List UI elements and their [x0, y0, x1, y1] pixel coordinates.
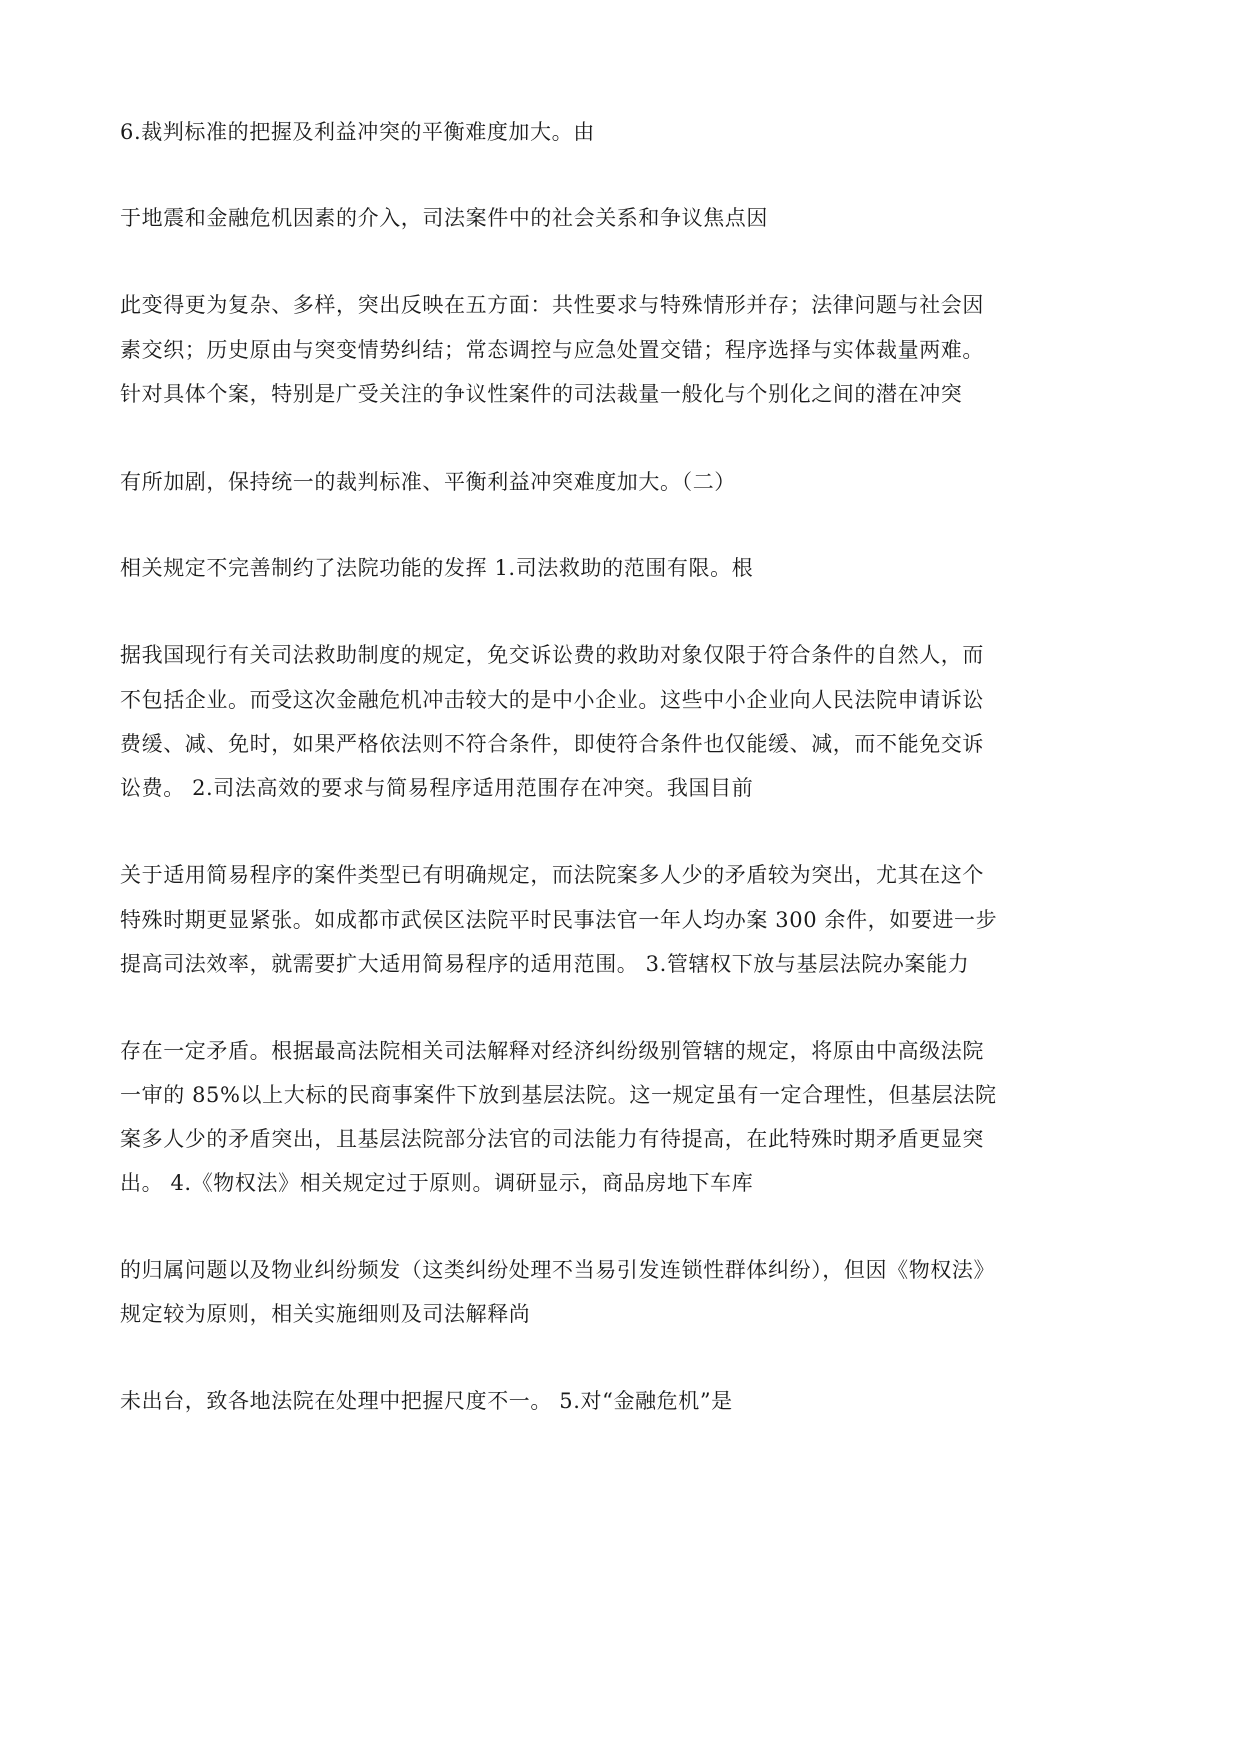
text-line-14: 提高司法效率，就需要扩大适用简易程序的适用范围。 3.管辖权下放与基层法院办案能力 — [120, 952, 970, 976]
text-line-17: 案多人少的矛盾突出，且基层法院部分法官的司法能力有待提高，在此特殊时期矛盾更显突 — [120, 1127, 984, 1151]
text-line-11: 讼费。 2.司法高效的要求与简易程序适用范围存在冲突。我国目前 — [120, 776, 754, 800]
text-line-15: 存在一定矛盾。根据最高法院相关司法解释对经济纠纷级别管辖的规定，将原由中高级法院 — [120, 1039, 984, 1063]
text-line-9: 不包括企业。而受这次金融危机冲击较大的是中小企业。这些中小企业向人民法院申请诉讼 — [120, 688, 984, 712]
text-line-3: 此变得更为复杂、多样，突出反映在五方面：共性要求与特殊情形并存；法律问题与社会因 — [120, 293, 984, 317]
text-line-16: 一审的 85%以上大标的民商事案件下放到基层法院。这一规定虽有一定合理性，但基层法院 — [120, 1083, 997, 1107]
text-line-8: 据我国现行有关司法救助制度的规定，免交诉讼费的救助对象仅限于符合条件的自然人，而 — [120, 643, 984, 667]
text-line-12: 关于适用简易程序的案件类型已有明确规定，而法院案多人少的矛盾较为突出，尤其在这个 — [120, 863, 984, 887]
text-line-1: 6.裁判标准的把握及利益冲突的平衡难度加大。由 — [120, 120, 595, 144]
text-line-2: 于地震和金融危机因素的介入，司法案件中的社会关系和争议焦点因 — [120, 206, 768, 230]
text-line-4: 素交织；历史原由与突变情势纠结；常态调控与应急处置交错；程序选择与实体裁量两难。 — [120, 338, 984, 362]
text-line-21: 未出台，致各地法院在处理中把握尺度不一。 5.对“金融危机”是 — [120, 1389, 733, 1413]
text-line-18: 出。 4.《物权法》相关规定过于原则。调研显示，商品房地下车库 — [120, 1171, 754, 1195]
text-line-5: 针对具体个案，特别是广受关注的争议性案件的司法裁量一般化与个别化之间的潜在冲突 — [120, 382, 963, 406]
text-line-13: 特殊时期更显紧张。如成都市武侯区法院平时民事法官一年人均办案 300 余件，如要进一步 — [120, 908, 998, 932]
text-line-10: 费缓、减、免时，如果严格依法则不符合条件，即使符合条件也仅能缓、减，而不能免交诉 — [120, 732, 984, 756]
text-line-20: 规定较为原则，相关实施细则及司法解释尚 — [120, 1302, 531, 1326]
text-line-7: 相关规定不完善制约了法院功能的发挥 1.司法救助的范围有限。根 — [120, 556, 754, 580]
text-line-19: 的归属问题以及物业纠纷频发（这类纠纷处理不当易引发连锁性群体纠纷），但因《物权法》 — [120, 1258, 996, 1282]
text-line-6: 有所加剧，保持统一的裁判标准、平衡利益冲突难度加大。（二） — [120, 470, 736, 494]
